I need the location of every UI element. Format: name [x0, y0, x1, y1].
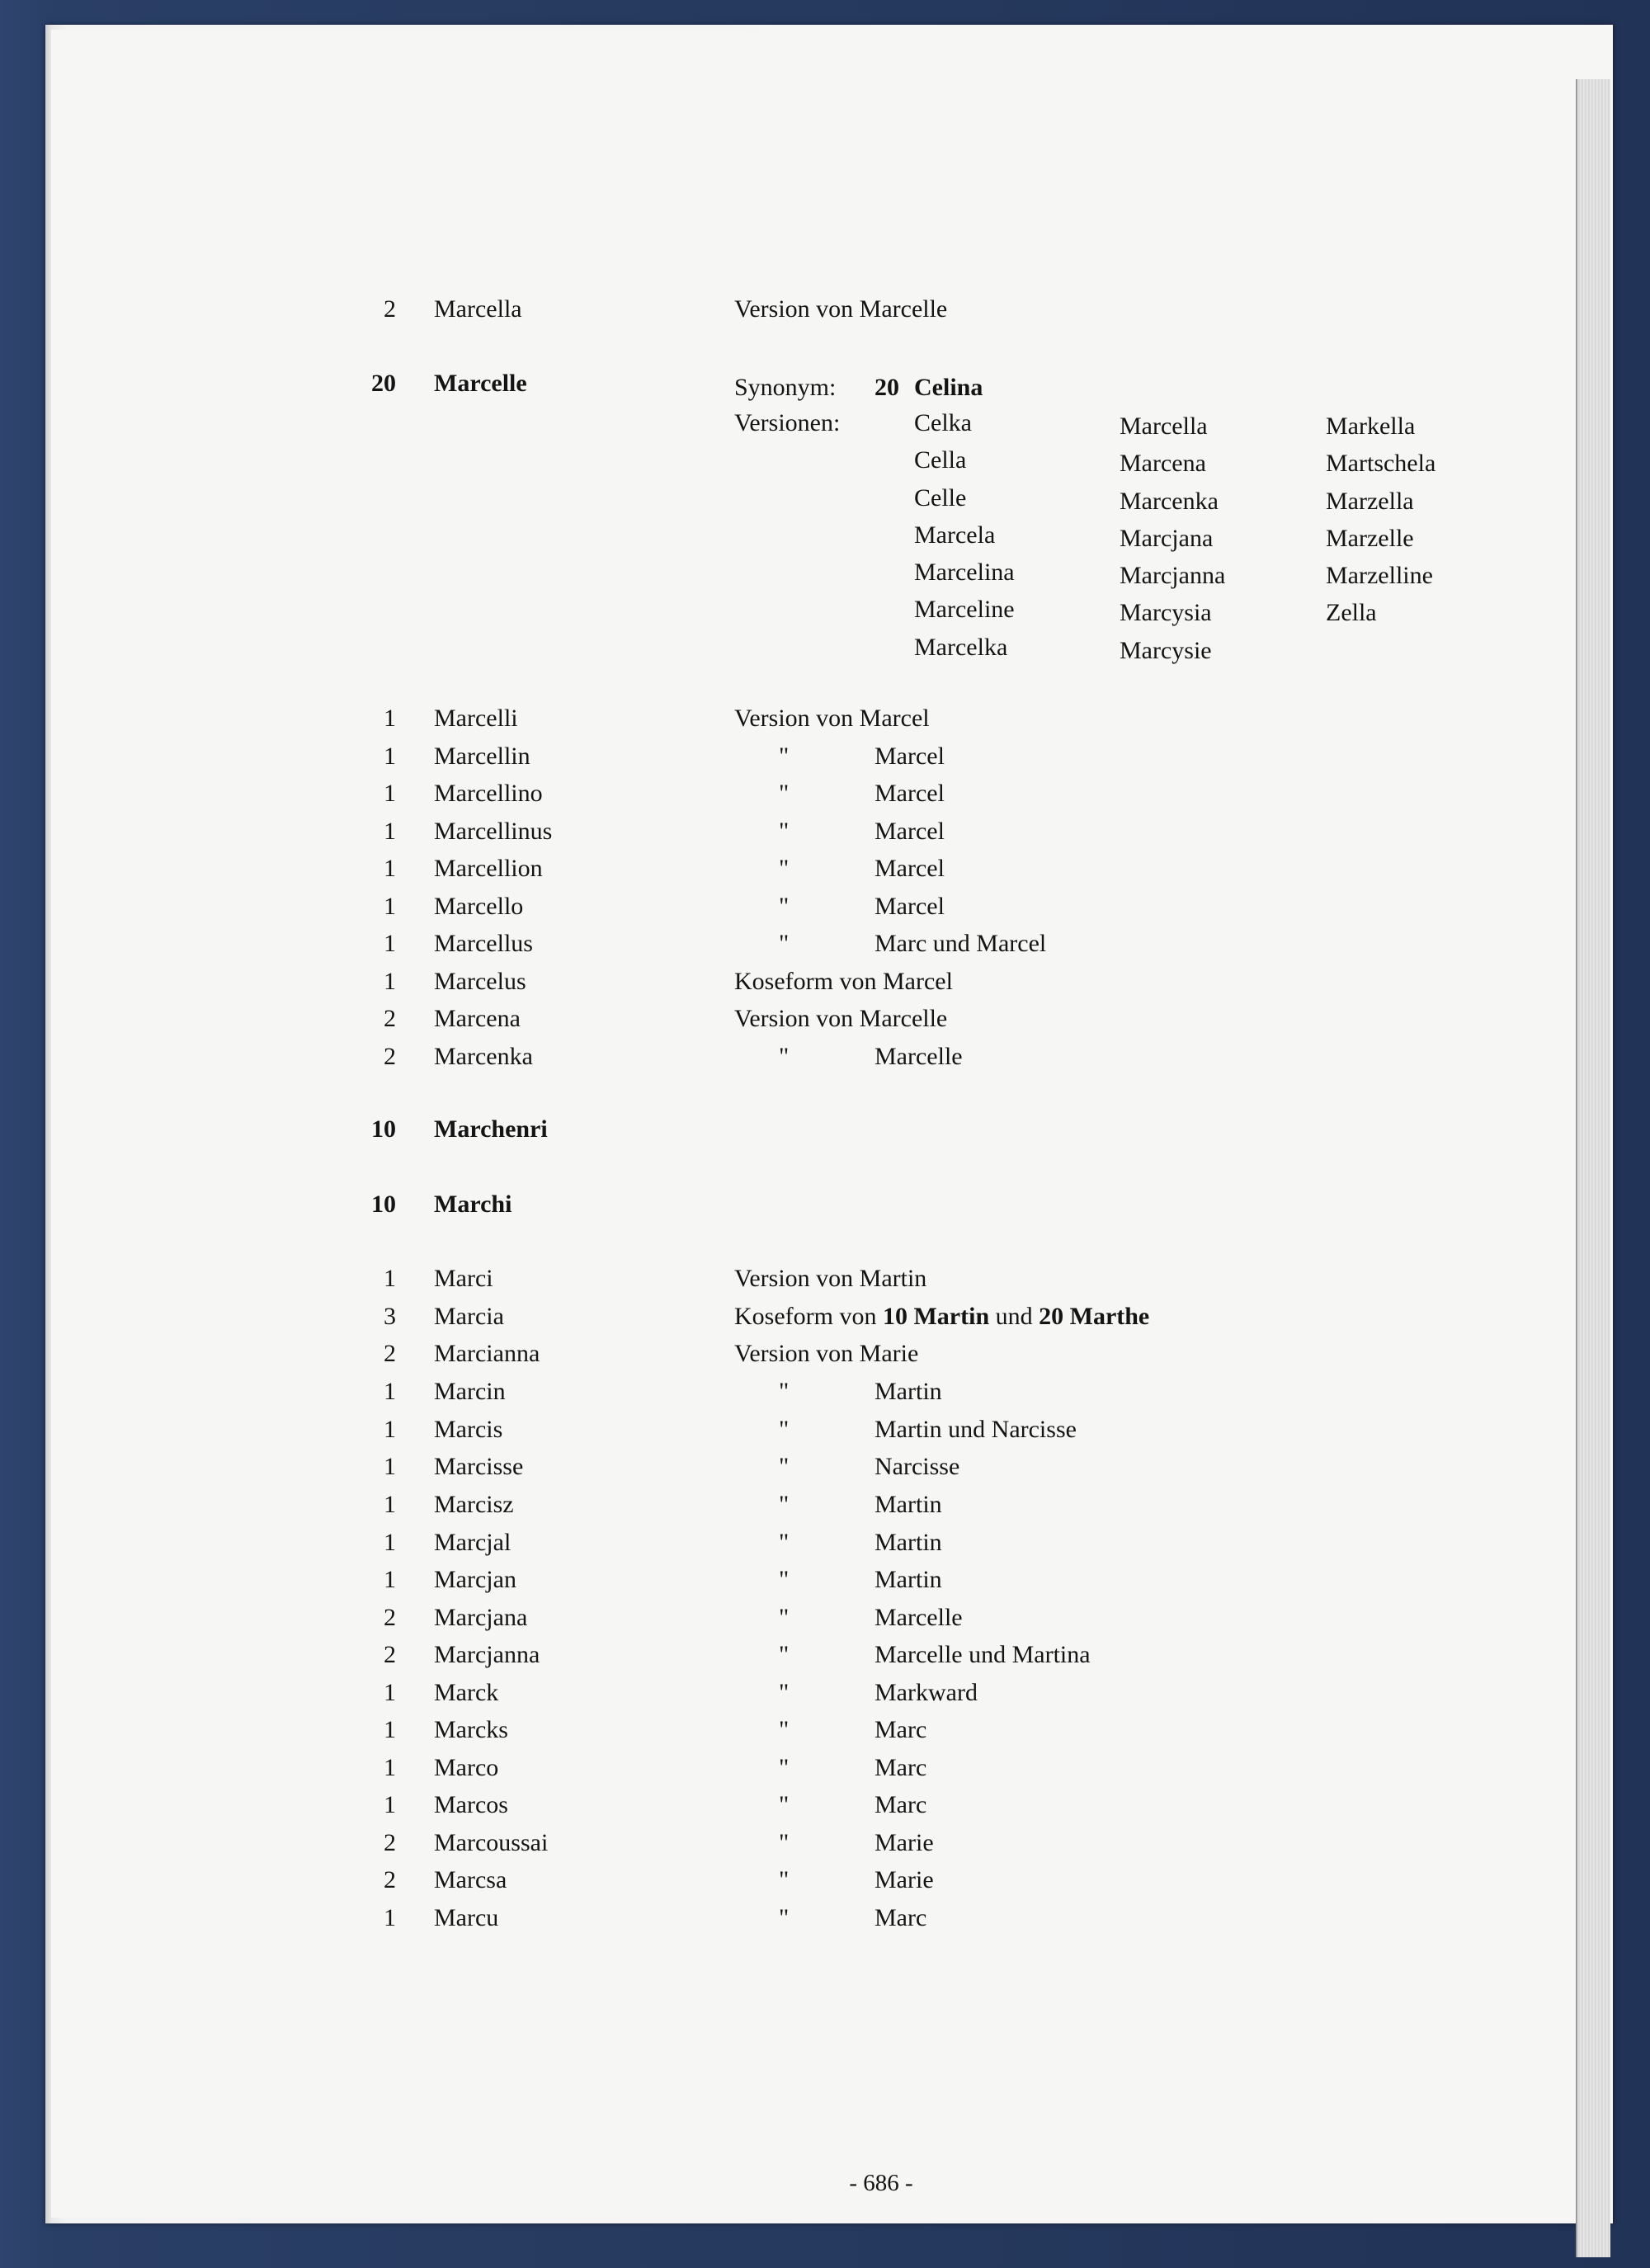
entry-reference: Martin — [874, 1491, 942, 1518]
description-prefix: Koseform von — [734, 1303, 883, 1330]
entry-name: Marcos — [434, 1791, 508, 1818]
ditto-mark: " — [779, 1904, 790, 1931]
entry-number: 1 — [384, 818, 396, 845]
synonym-name: Celina — [914, 374, 983, 401]
ditto-mark: " — [779, 1529, 790, 1556]
version-name: Marceline — [914, 596, 1015, 624]
entry-name: Marcisz — [434, 1491, 514, 1518]
entry-number: 1 — [384, 1529, 396, 1556]
version-name: Marcena — [1120, 450, 1206, 478]
entry-name: Marcellino — [434, 780, 543, 807]
entry-row-marcelle — [0, 371, 1650, 406]
ditto-mark: " — [779, 1416, 790, 1443]
ditto-mark: " — [779, 1829, 790, 1856]
ditto-mark: " — [779, 1378, 790, 1405]
entry-name: Marcks — [434, 1716, 508, 1743]
entry-reference: Marcel — [874, 780, 945, 807]
entry-number: 2 — [384, 295, 396, 323]
entry-name: Marcjal — [434, 1529, 512, 1556]
entry-reference: Martin — [874, 1529, 942, 1556]
entry-row — [0, 894, 1650, 929]
ditto-mark: " — [779, 1716, 790, 1743]
versions-column-1 — [914, 411, 1015, 672]
entry-row — [0, 1341, 1650, 1376]
ditto-mark: " — [779, 1491, 790, 1518]
ditto-mark: " — [779, 1604, 790, 1631]
entry-row — [0, 1044, 1650, 1079]
entry-row — [0, 1793, 1650, 1827]
entry-number: 1 — [384, 1716, 396, 1743]
versions-column-3 — [1326, 414, 1436, 639]
entry-reference: Marie — [874, 1866, 934, 1893]
version-name: Markella — [1326, 413, 1416, 440]
entry-name: Marcelli — [434, 705, 518, 732]
entry-name: Marcella — [434, 295, 522, 323]
version-name: Marzelle — [1326, 524, 1414, 552]
ditto-mark: " — [779, 1641, 790, 1668]
entry-number: 10 — [371, 1191, 396, 1218]
entry-row — [0, 1868, 1650, 1903]
entry-reference: Martin — [874, 1566, 942, 1593]
entry-number: 1 — [384, 1566, 396, 1593]
entry-number: 2 — [384, 1866, 396, 1893]
page-number-footer — [0, 2171, 1650, 2195]
entry-row — [0, 1379, 1650, 1414]
entry-row — [0, 1007, 1650, 1041]
ditto-mark: " — [779, 818, 790, 845]
entry-row — [0, 706, 1650, 741]
ditto-mark: " — [779, 743, 790, 770]
entry-row — [0, 1455, 1650, 1489]
entry-reference: Marcelle — [874, 1604, 963, 1631]
version-name: Marzelline — [1326, 562, 1433, 590]
reference-number: 10 — [882, 1303, 908, 1330]
entry-row — [0, 781, 1650, 816]
entry-number: 2 — [384, 1340, 396, 1367]
entry-number: 2 — [384, 1005, 396, 1032]
entry-number: 1 — [384, 1791, 396, 1818]
entry-row — [0, 1492, 1650, 1527]
entry-row — [0, 1681, 1650, 1715]
version-name: Marcella — [1120, 413, 1208, 440]
entry-reference: Marc und Marcel — [874, 930, 1047, 957]
entry-row — [0, 1756, 1650, 1790]
entry-number: 10 — [371, 1115, 396, 1143]
entry-number: 2 — [384, 1043, 396, 1070]
entry-name: Marcelus — [434, 968, 526, 995]
versions-block — [734, 411, 1642, 675]
version-name: Marcjanna — [1120, 562, 1226, 590]
entry-reference: Marc — [874, 1904, 927, 1931]
entry-name: Marcianna — [434, 1340, 540, 1367]
ditto-mark: " — [779, 1754, 790, 1781]
entry-name: Marcena — [434, 1005, 521, 1032]
entry-row — [0, 931, 1650, 966]
entry-name: Marchenri — [434, 1115, 548, 1143]
ditto-mark: " — [779, 1791, 790, 1818]
entry-name: Marcu — [434, 1904, 499, 1931]
entry-row — [0, 1831, 1650, 1865]
entry-reference: Martin — [874, 1378, 942, 1405]
entry-reference: Marc — [874, 1716, 927, 1743]
entry-row — [0, 1906, 1650, 1940]
entry-name: Marcellus — [434, 930, 533, 957]
entry-number: 1 — [384, 1378, 396, 1405]
entry-number: 1 — [384, 1453, 396, 1480]
version-name: Marcjana — [1120, 524, 1214, 552]
entry-name: Marcjanna — [434, 1641, 540, 1668]
entry-number: 1 — [384, 1754, 396, 1781]
entry-row — [0, 1606, 1650, 1640]
entry-reference: Marcel — [874, 855, 945, 882]
versions-column-2 — [1120, 414, 1225, 676]
entry-description: Version von Marie — [734, 1340, 919, 1367]
entry-reference: Narcisse — [874, 1453, 960, 1480]
entry-description: Version von Marcel — [734, 705, 930, 732]
entry-row — [0, 1304, 1650, 1339]
entry-row — [0, 1643, 1650, 1677]
ditto-mark: " — [779, 780, 790, 807]
version-name: Marcysie — [1120, 636, 1212, 664]
entry-number: 2 — [384, 1829, 396, 1856]
versions-label: Versionen: — [734, 409, 841, 436]
entry-number: 1 — [384, 1679, 396, 1706]
version-name: Marcela — [914, 521, 996, 549]
entry-description: Version von Marcelle — [734, 295, 948, 323]
entry-name: Marcoussai — [434, 1829, 549, 1856]
synonym-number: 20 — [874, 374, 899, 401]
entry-name: Marcellin — [434, 743, 530, 770]
entry-reference: Martin und Narcisse — [874, 1416, 1077, 1443]
ditto-mark: " — [779, 1679, 790, 1706]
entry-name: Marcelle — [434, 370, 527, 397]
ditto-mark: " — [779, 855, 790, 882]
entry-number: 1 — [384, 1265, 396, 1292]
entry-reference: Marcelle und Martina — [874, 1641, 1091, 1668]
reference-name: Marthe — [1069, 1303, 1150, 1330]
ditto-mark: " — [779, 1453, 790, 1480]
entry-name: Marck — [434, 1679, 499, 1706]
entry-description: Version von Martin — [734, 1265, 927, 1292]
entry-row — [0, 1417, 1650, 1452]
entry-number: 1 — [384, 855, 396, 882]
entry-number: 1 — [384, 1491, 396, 1518]
ditto-mark: " — [779, 930, 790, 957]
version-name: Marcelka — [914, 633, 1008, 661]
version-name: Marcenka — [1120, 487, 1219, 515]
entry-description: Koseform von Marcel — [734, 968, 953, 995]
entry-description — [734, 1304, 1149, 1329]
entry-row — [0, 1530, 1650, 1565]
entry-name: Marcia — [434, 1303, 504, 1330]
entry-number: 2 — [384, 1641, 396, 1668]
reference-number: 20 — [1039, 1303, 1064, 1330]
entry-number: 3 — [384, 1303, 396, 1330]
entry-number: 1 — [384, 1416, 396, 1443]
entry-name: Marcello — [434, 893, 524, 920]
entry-row — [0, 856, 1650, 891]
entry-name: Marcin — [434, 1378, 506, 1405]
conjunction: und — [989, 1303, 1040, 1330]
entry-number: 1 — [384, 968, 396, 995]
entry-name: Marcellion — [434, 855, 543, 882]
entry-number: 2 — [384, 1604, 396, 1631]
entry-name: Marcjan — [434, 1566, 516, 1593]
entry-description: Version von Marcelle — [734, 1005, 948, 1032]
entry-number: 1 — [384, 780, 396, 807]
entry-name: Marci — [434, 1265, 493, 1292]
entry-number: 1 — [384, 743, 396, 770]
entry-name: Marcisse — [434, 1453, 524, 1480]
entry-name: Marcis — [434, 1416, 503, 1443]
entry-reference: Marc — [874, 1754, 927, 1781]
entry-row — [0, 1718, 1650, 1752]
version-name: Martschela — [1326, 450, 1436, 478]
version-name: Marcysia — [1120, 599, 1212, 627]
entry-row — [0, 1266, 1650, 1301]
version-name: Marzella — [1326, 487, 1414, 515]
entry-number: 1 — [384, 705, 396, 732]
entry-number: 1 — [384, 1904, 396, 1931]
entry-row — [0, 1117, 1650, 1152]
entry-reference: Marc — [874, 1791, 927, 1818]
entry-name: Marcenka — [434, 1043, 533, 1070]
entry-number: 1 — [384, 930, 396, 957]
version-name: Cella — [914, 446, 967, 474]
ditto-mark: " — [779, 1043, 790, 1070]
entry-number: 20 — [371, 370, 396, 397]
entry-row — [0, 744, 1650, 779]
ditto-mark: " — [779, 893, 790, 920]
entry-row — [0, 1192, 1650, 1227]
entry-row — [0, 819, 1650, 854]
entry-name: Marcjana — [434, 1604, 528, 1631]
entry-row — [0, 969, 1650, 1004]
entry-reference: Marcel — [874, 818, 945, 845]
entry-number: 1 — [384, 893, 396, 920]
ditto-mark: " — [779, 1866, 790, 1893]
entry-name: Marchi — [434, 1191, 512, 1218]
entry-reference: Marie — [874, 1829, 934, 1856]
entry-row — [0, 1568, 1650, 1602]
entry-name: Marco — [434, 1754, 499, 1781]
entry-name: Marcsa — [434, 1866, 507, 1893]
reference-name: Martin — [913, 1303, 990, 1330]
entry-row — [0, 297, 1650, 332]
page-number: - 686 - — [849, 2170, 913, 2196]
version-name: Celka — [914, 409, 972, 436]
entry-reference: Marcelle — [874, 1043, 963, 1070]
entry-reference: Marcel — [874, 893, 945, 920]
entry-reference: Marcel — [874, 743, 945, 770]
version-name: Zella — [1326, 599, 1377, 627]
version-name: Marcelina — [914, 559, 1015, 587]
synonym-label: Synonym: — [734, 374, 837, 401]
entry-name: Marcellinus — [434, 818, 553, 845]
entry-reference: Markward — [874, 1679, 978, 1706]
version-name: Celle — [914, 483, 967, 512]
ditto-mark: " — [779, 1566, 790, 1593]
space — [1063, 1303, 1070, 1330]
